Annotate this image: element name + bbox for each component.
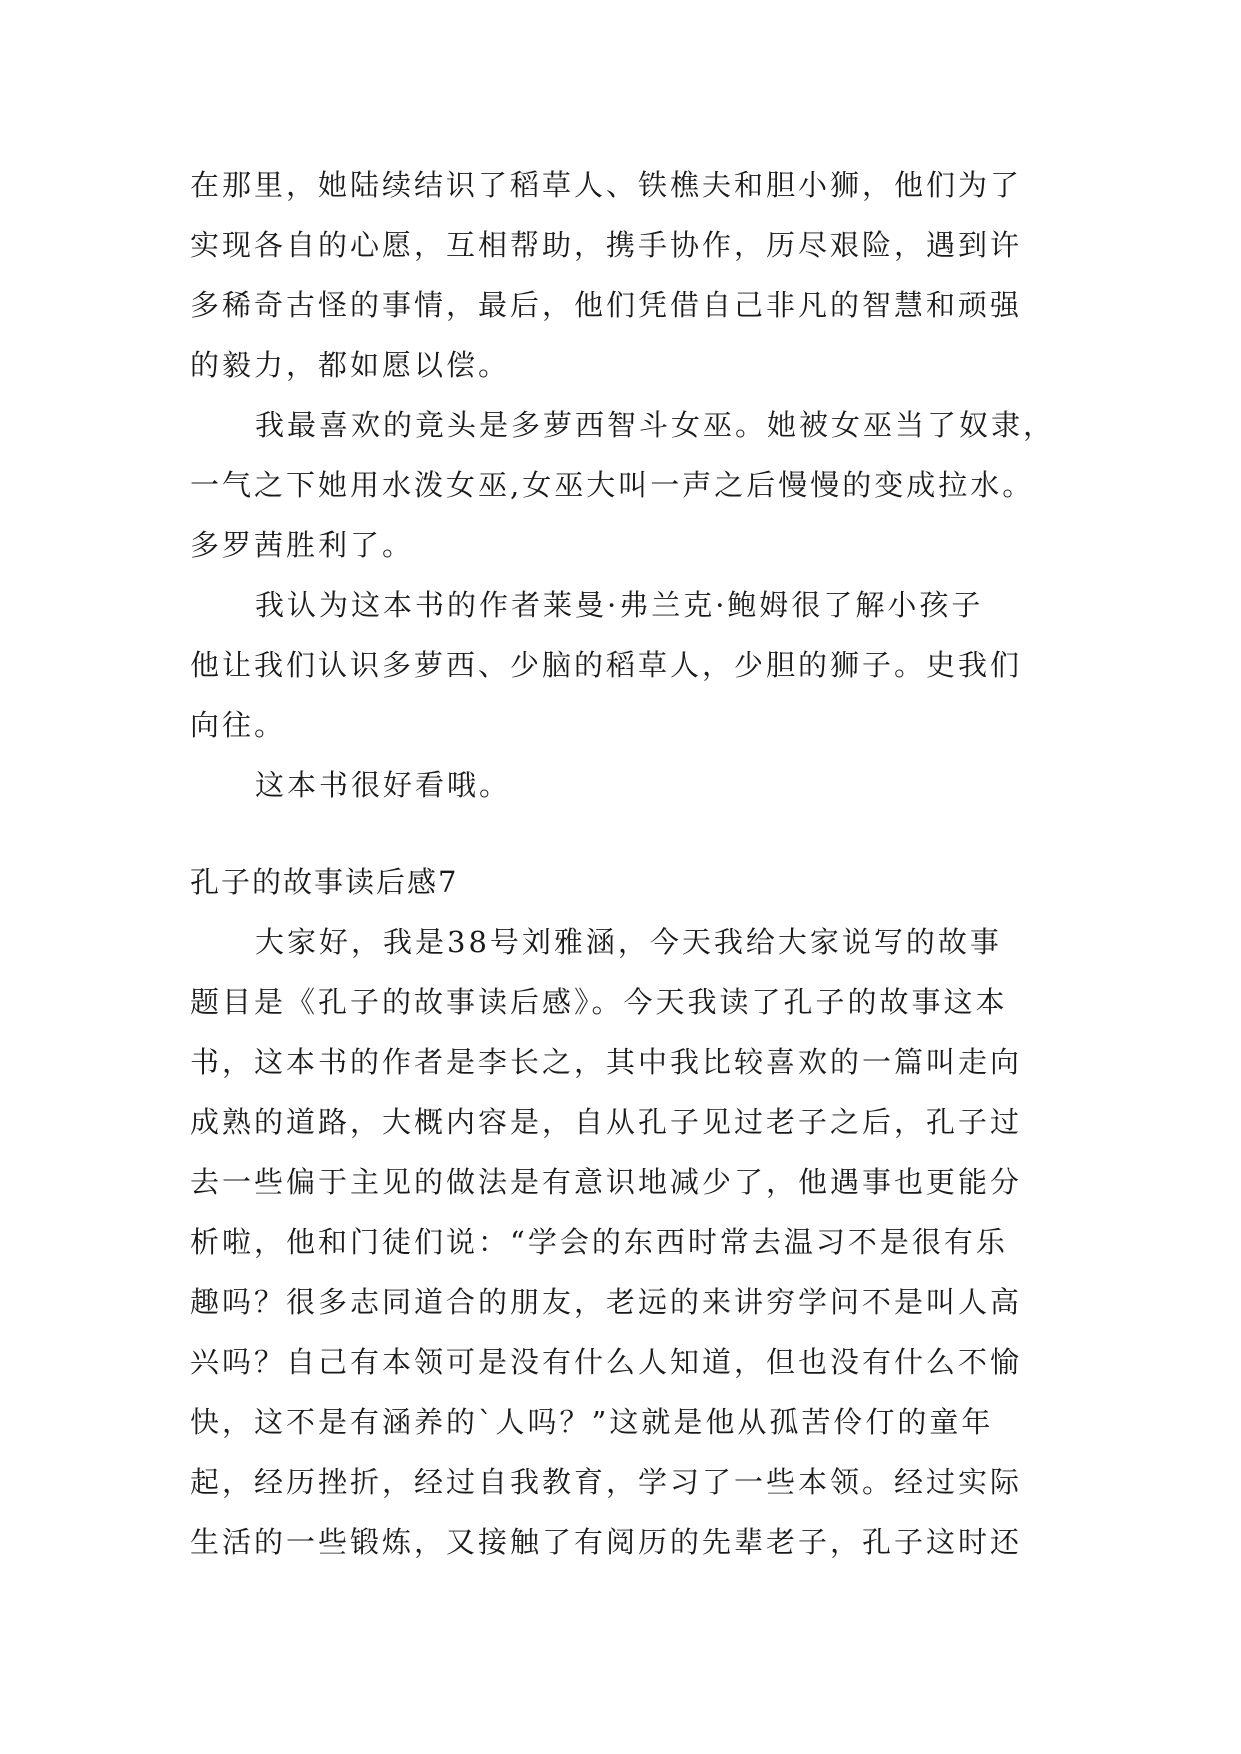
- author-paragraph: [190, 575, 1070, 755]
- text-line: 的毅力，都如愿以偿。: [190, 348, 511, 382]
- favorite-scene-paragraph: [190, 395, 1070, 575]
- confucius-review-paragraph: [190, 912, 1070, 1572]
- text-line: 起，经历挫折，经过自我教育，学习了一些本领。经过实际: [190, 1465, 1023, 1499]
- section-title: 孔子的故事读后感7: [190, 865, 459, 899]
- text-line: 成熟的道路，大概内容是，自从孔子见过老子之后，孔子过: [190, 1105, 1023, 1139]
- text-line: 兴吗？自己有本领可是没有什么人知道，但也没有什么不愉: [190, 1345, 1023, 1379]
- text-line: 一气之下她用水泼女巫,女巫大叫一声之后慢慢的变成拉水。: [190, 468, 1035, 502]
- text-line: 多稀奇古怪的事情，最后，他们凭借自己非凡的智慧和顽强: [190, 288, 1023, 322]
- closing-paragraph: [190, 755, 1070, 815]
- text-line: 多罗茜胜利了。: [190, 528, 415, 562]
- text-line: 他让我们认识多萝西、少脑的稻草人，少胆的狮子。史我们: [190, 648, 1023, 682]
- text-line: 题目是《孔子的故事读后感》。今天我读了孔子的故事这本: [190, 985, 1008, 1019]
- text-line: 快，这不是有涵养的`人吗？”这就是他从孤苦伶仃的童年: [190, 1405, 994, 1439]
- text-line: 我最喜欢的竟头是多萝西智斗女巫。她被女巫当了奴隶，: [255, 408, 1056, 442]
- text-line: 去一些偏于主见的做法是有意识地减少了，他遇事也更能分: [190, 1165, 1023, 1199]
- text-line: 大家好，我是38号刘雅涵，今天我给大家说写的故事: [255, 925, 1002, 959]
- text-line: 在那里，她陆续结识了稻草人、铁樵夫和胆小狮，他们为了: [190, 168, 1023, 202]
- text-line: 我认为这本书的作者莱曼·弗兰克·鲍姆很了解小孩子: [255, 588, 984, 622]
- text-line: 生活的一些锻炼，又接触了有阅历的先辈老子，孔子这时还: [190, 1525, 1023, 1559]
- text-line: 实现各自的心愿，互相帮助，携手协作，历尽艰险，遇到许: [190, 228, 1023, 262]
- text-line: 向往。: [190, 708, 287, 742]
- text-line: 析啦，他和门徒们说：“学会的东西时常去温习不是很有乐: [190, 1225, 1008, 1259]
- text-line: 趣吗？很多志同道合的朋友，老远的来讲穷学问不是叫人高: [190, 1285, 1023, 1319]
- oz-review-body: [190, 155, 1070, 815]
- continuation-paragraph: [190, 155, 1070, 395]
- text-line: 这本书很好看哦。: [255, 768, 512, 802]
- text-line: 书，这本书的作者是李长之，其中我比较喜欢的一篇叫走向: [190, 1045, 1023, 1079]
